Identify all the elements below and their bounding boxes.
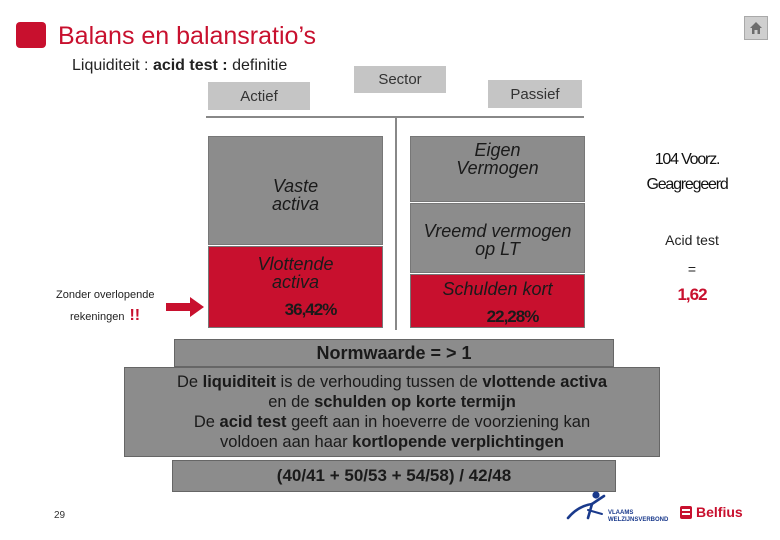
balance-center-divider xyxy=(395,116,397,330)
vaste-activa-label-1: Vaste xyxy=(272,175,319,196)
subtitle-suffix: definitie xyxy=(227,57,288,74)
vlottende-activa-label-1: Vlottende xyxy=(257,254,334,274)
note-line-1: Zonder overlopende xyxy=(56,289,155,301)
vlaams-welzijnsverbond-logo xyxy=(566,490,686,526)
vreemd-vermogen-label-1: Vreemd vermogen xyxy=(423,221,572,241)
note-line-2 xyxy=(70,307,140,325)
subtitle-prefix: Liquiditeit : xyxy=(72,57,153,74)
eigen-vermogen-label-2: Vermogen xyxy=(456,158,539,178)
svg-text:WELZIJNSVERBOND: WELZIJNSVERBOND xyxy=(608,517,669,523)
definition-box xyxy=(124,367,660,457)
acid-test-value: 1,62 xyxy=(677,285,707,304)
vreemd-vermogen-label-2: op LT xyxy=(475,239,520,259)
subtitle-bold: acid test : xyxy=(152,57,228,74)
home-icon xyxy=(748,20,764,36)
vaste-activa-block xyxy=(208,136,383,245)
note-exclamation: !! xyxy=(129,307,141,324)
svg-text:VLAAMS: VLAAMS xyxy=(608,510,634,516)
vreemd-vermogen-block xyxy=(410,203,585,273)
schulden-kort-percentage: 22,28% xyxy=(486,307,539,326)
page-title: Balans en balansratio’s xyxy=(58,22,317,50)
formula-box: (40/41 + 50/53 + 54/58) / 42/48 xyxy=(172,460,616,492)
vlottende-activa-label-2: activa xyxy=(271,272,320,292)
eigen-vermogen-block xyxy=(410,136,585,202)
schulden-kort-block xyxy=(410,274,585,328)
tab-actief: Actief xyxy=(208,82,310,110)
page-subtitle xyxy=(72,57,287,75)
acid-test-label: Acid test xyxy=(665,232,719,248)
definition-line-2: en de schulden op korte termijn xyxy=(268,393,516,412)
equals-sign: = xyxy=(687,261,697,277)
vlottende-activa-block xyxy=(208,246,383,328)
definition-line-3: De acid test geeft aan in hoeverre de voorziening kan xyxy=(193,413,591,432)
voorz-label-2: Geagregeerd xyxy=(646,175,728,193)
home-button[interactable] xyxy=(744,16,768,40)
tab-passief: Passief xyxy=(488,80,582,108)
vaste-activa-label-2: activa xyxy=(271,193,320,214)
eigen-vermogen-label-1: Eigen xyxy=(474,140,521,160)
page-number: 29 xyxy=(54,510,66,521)
belfius-logo xyxy=(680,504,743,520)
belfius-wordmark: Belfius xyxy=(696,504,743,520)
voorz-label xyxy=(622,148,752,198)
vlottende-activa-percentage: 36,42% xyxy=(284,300,337,319)
note-rekeningen: rekeningen xyxy=(70,311,125,323)
definition-line-4: voldoen aan haar kortlopende verplichtingen xyxy=(220,433,564,452)
tab-sector: Sector xyxy=(354,66,446,93)
title-bullet xyxy=(16,22,46,48)
voorz-label-1: 104 Voorz. xyxy=(654,151,720,168)
definition-line-1: De liquiditeit is de verhouding tussen de vlottende activa xyxy=(176,373,608,391)
arrow-right-icon xyxy=(166,297,204,317)
belfius-icon xyxy=(680,506,692,519)
schulden-kort-label: Schulden kort xyxy=(442,279,553,299)
norm-value-box: Normwaarde = > 1 xyxy=(174,339,614,367)
